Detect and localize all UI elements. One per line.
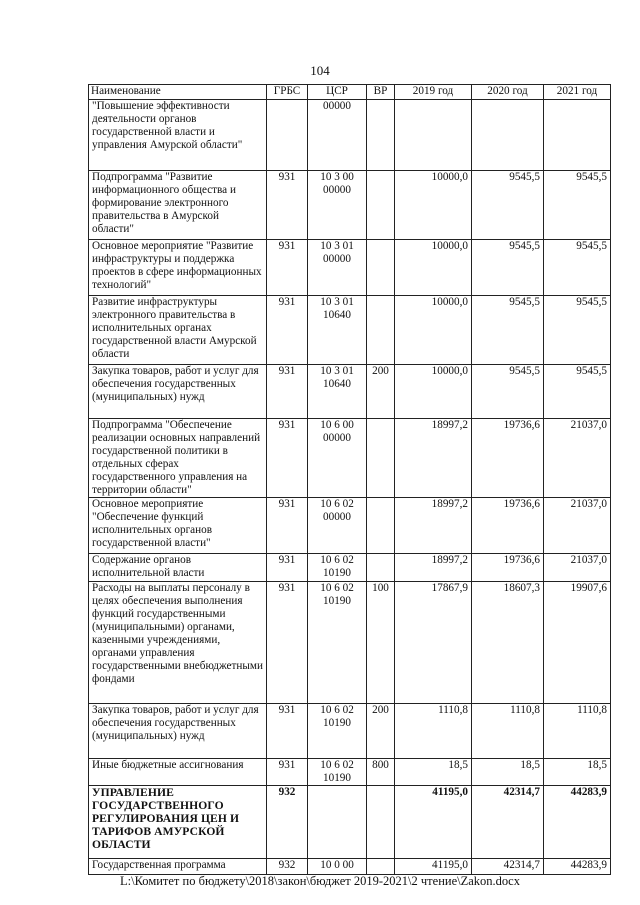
cell-2019: 10000,0: [395, 296, 472, 365]
cell-2021: 19907,6: [544, 582, 611, 704]
table-row: [89, 240, 611, 296]
cell-grbs: 932: [267, 786, 308, 859]
cell-name: Основное мероприятие "Развитие инфраструктуры и поддержка проектов в сфере информационных технологий": [89, 240, 267, 296]
cell-name: Государственная программа: [89, 859, 267, 875]
cell-2019: 10000,0: [395, 171, 472, 240]
cell-vr: 800: [367, 759, 395, 786]
column-header-2020: 2020 год: [472, 85, 544, 100]
column-header-vr: ВР: [367, 85, 395, 100]
cell-2021: [544, 100, 611, 171]
cell-2019: 1110,8: [395, 704, 472, 759]
cell-2019: 41195,0: [395, 786, 472, 859]
cell-csr: [308, 786, 367, 859]
cell-2020: 9545,5: [472, 365, 544, 419]
cell-2019: 18997,2: [395, 498, 472, 554]
cell-2019: 17867,9: [395, 582, 472, 704]
cell-vr: [367, 296, 395, 365]
cell-2019: 18,5: [395, 759, 472, 786]
cell-2021: 21037,0: [544, 419, 611, 498]
cell-vr: 200: [367, 704, 395, 759]
cell-grbs: 931: [267, 498, 308, 554]
cell-grbs: 931: [267, 704, 308, 759]
cell-vr: [367, 786, 395, 859]
cell-csr: 10 6 02 00000: [308, 498, 367, 554]
table-row: [89, 582, 611, 704]
cell-csr: 10 6 00 00000: [308, 419, 367, 498]
cell-vr: [367, 859, 395, 875]
cell-2019: 18997,2: [395, 554, 472, 582]
cell-2020: [472, 100, 544, 171]
cell-2020: 42314,7: [472, 786, 544, 859]
cell-2020: 18,5: [472, 759, 544, 786]
cell-vr: [367, 240, 395, 296]
table-row: [89, 554, 611, 582]
table-row: [89, 759, 611, 786]
table-row: [89, 296, 611, 365]
cell-vr: [367, 498, 395, 554]
cell-name: Закупка товаров, работ и услуг для обеспечения государственных (муниципальных) нужд: [89, 365, 267, 419]
cell-2019: 41195,0: [395, 859, 472, 875]
cell-grbs: 931: [267, 296, 308, 365]
cell-2021: 9545,5: [544, 240, 611, 296]
cell-csr: 10 3 01 10640: [308, 365, 367, 419]
cell-name: Закупка товаров, работ и услуг для обеспечения государственных (муниципальных) нужд: [89, 704, 267, 759]
column-header-name: Наименование: [89, 85, 267, 100]
cell-csr: 10 6 02 10190: [308, 704, 367, 759]
cell-vr: 200: [367, 365, 395, 419]
cell-2021: 21037,0: [544, 498, 611, 554]
column-header-grbs: ГРБС: [267, 85, 308, 100]
cell-2019: 10000,0: [395, 240, 472, 296]
cell-csr: 10 0 00: [308, 859, 367, 875]
cell-2020: 19736,6: [472, 554, 544, 582]
cell-grbs: 931: [267, 240, 308, 296]
cell-vr: [367, 419, 395, 498]
table-row: [89, 419, 611, 498]
cell-2021: 1110,8: [544, 704, 611, 759]
cell-name: "Повышение эффективности деятельности органов государственной власти и управления Амурской области": [89, 100, 267, 171]
cell-2021: 9545,5: [544, 365, 611, 419]
cell-name: Иные бюджетные ассигнования: [89, 759, 267, 786]
cell-csr: 10 6 02 10190: [308, 582, 367, 704]
cell-2020: 42314,7: [472, 859, 544, 875]
cell-grbs: 932: [267, 859, 308, 875]
budget-table: [88, 84, 611, 875]
cell-2020: 18607,3: [472, 582, 544, 704]
column-header-csr: ЦСР: [308, 85, 367, 100]
cell-2020: 9545,5: [472, 296, 544, 365]
cell-2021: 18,5: [544, 759, 611, 786]
cell-csr: 10 6 02 10190: [308, 554, 367, 582]
cell-2019: 18997,2: [395, 419, 472, 498]
cell-name: Развитие инфраструктуры электронного правительства в исполнительных органах государственной власти Амурской области: [89, 296, 267, 365]
cell-grbs: 931: [267, 171, 308, 240]
cell-vr: [367, 171, 395, 240]
cell-name: Подпрограмма "Обеспечение реализации основных направлений государственной политики в отдельных сферах государственного управления на территории области": [89, 419, 267, 498]
page-number: 104: [310, 63, 330, 78]
cell-name: Подпрограмма "Развитие информационного общества и формирование электронного правительства в Амурской области": [89, 171, 267, 240]
cell-vr: 100: [367, 582, 395, 704]
cell-csr: 00000: [308, 100, 367, 171]
cell-2019: [395, 100, 472, 171]
cell-csr: 10 3 01 00000: [308, 240, 367, 296]
table-row: [89, 859, 611, 875]
cell-csr: 10 3 00 00000: [308, 171, 367, 240]
cell-grbs: [267, 100, 308, 171]
cell-grbs: 931: [267, 759, 308, 786]
cell-name: УПРАВЛЕНИЕ ГОСУДАРСТВЕННОГО РЕГУЛИРОВАНИЯ ЦЕН И ТАРИФОВ АМУРСКОЙ ОБЛАСТИ: [89, 786, 267, 859]
table-row: [89, 100, 611, 171]
cell-2021: 44283,9: [544, 786, 611, 859]
cell-2020: 19736,6: [472, 498, 544, 554]
cell-name: Содержание органов исполнительной власти: [89, 554, 267, 582]
cell-grbs: 931: [267, 419, 308, 498]
cell-vr: [367, 554, 395, 582]
column-header-2021: 2021 год: [544, 85, 611, 100]
cell-name: Основное мероприятие "Обеспечение функций исполнительных органов государственной власти": [89, 498, 267, 554]
cell-grbs: 931: [267, 365, 308, 419]
cell-name: Расходы на выплаты персоналу в целях обеспечения выполнения функций государственными (муниципальными) органами, казенными учреждениями, органами управления государственными внебюджетными фондами: [89, 582, 267, 704]
cell-vr: [367, 100, 395, 171]
document-path-footer: L:\Комитет по бюджету\2018\закон\бюджет 2019-2021\2 чтение\Zakon.docx: [120, 874, 520, 888]
cell-2021: 9545,5: [544, 171, 611, 240]
table-row: [89, 786, 611, 859]
cell-2020: 9545,5: [472, 240, 544, 296]
cell-grbs: 931: [267, 554, 308, 582]
cell-2020: 9545,5: [472, 171, 544, 240]
cell-2021: 44283,9: [544, 859, 611, 875]
column-header-2019: 2019 год: [395, 85, 472, 100]
cell-2020: 19736,6: [472, 419, 544, 498]
cell-csr: 10 3 01 10640: [308, 296, 367, 365]
budget-table-body: [89, 100, 611, 875]
cell-grbs: 931: [267, 582, 308, 704]
cell-2021: 21037,0: [544, 554, 611, 582]
cell-2019: 10000,0: [395, 365, 472, 419]
cell-2020: 1110,8: [472, 704, 544, 759]
cell-2021: 9545,5: [544, 296, 611, 365]
table-row: [89, 498, 611, 554]
cell-csr: 10 6 02 10190: [308, 759, 367, 786]
table-row: [89, 171, 611, 240]
table-header-row: [89, 85, 611, 100]
table-row: [89, 704, 611, 759]
table-row: [89, 365, 611, 419]
